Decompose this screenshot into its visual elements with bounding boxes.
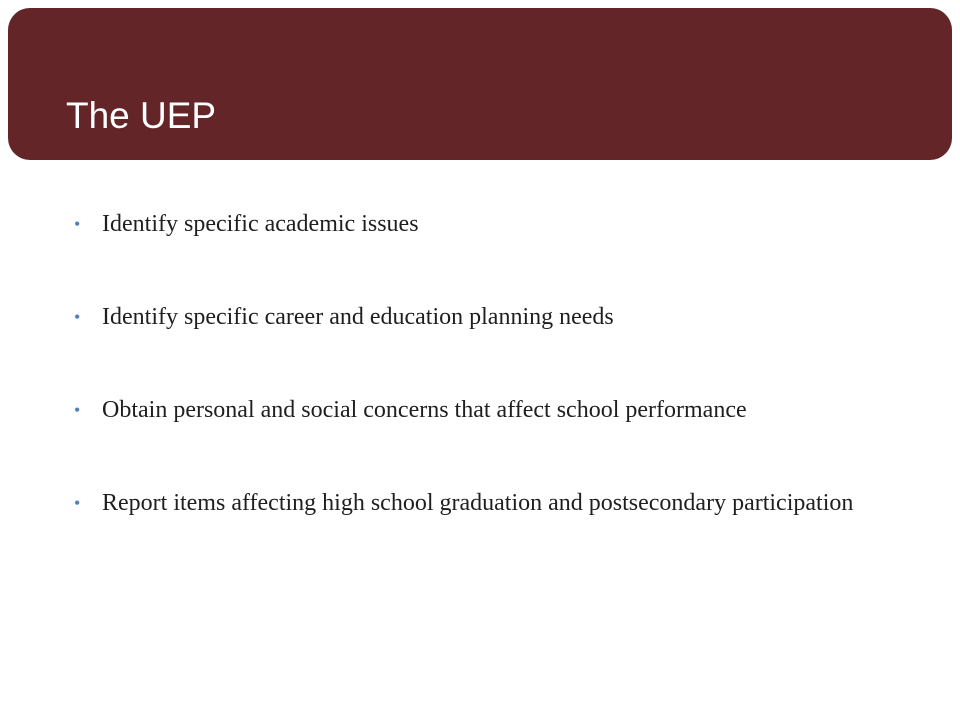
bullet-icon: • xyxy=(74,400,81,420)
bullet-icon: • xyxy=(74,307,81,327)
bullet-text: Obtain personal and social concerns that affect school performance xyxy=(102,397,747,423)
bullet-icon: • xyxy=(74,493,81,513)
bullet-text: Report items affecting high school graduation and postsecondary participation xyxy=(102,490,854,516)
bullet-item xyxy=(74,391,874,429)
bullet-item xyxy=(74,484,874,522)
bullet-text: Identify specific academic issues xyxy=(102,211,419,237)
bullet-text: Identify specific career and education planning needs xyxy=(102,304,614,330)
bullet-icon: • xyxy=(74,214,81,234)
slide-title: The UEP xyxy=(66,95,217,136)
bullet-item xyxy=(74,205,874,243)
bullet-item xyxy=(74,298,874,336)
